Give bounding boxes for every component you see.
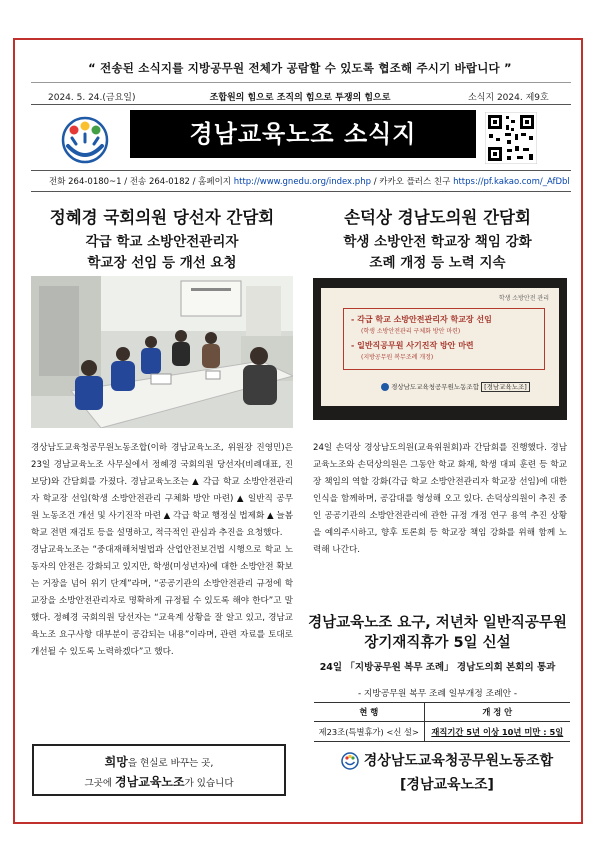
left-paragraph-1: 경상남도교육청공무원노동조합(이하 경남교육노조, 위원장 진영민)은 23일 경남교육노조 사무실에서 정혜경 국회의원 당선자(비례대표, 진보당)와 간담회를 가졌다. 경남교육노조는 ▲ 각급 학교 소방안전관리자 학교장 선임(학생 소방안전관리 구체화 방안 마련) ▲ 일반직 공무원 노동조건 개선 및 사기진작 마련 ▲ 각급 학교 행정실 법제화 ▲ 늘봄학교 전면 재검토 등을 설명하고, 적극적인 관심과 추진을 요청했다. (31, 443, 293, 538)
kakao-link[interactable]: https://pf.kakao.com/_AfDbl (453, 177, 570, 187)
right-headline: 손덕상 경남도의원 간담회 (344, 208, 531, 227)
table-header: 개 정 안 (424, 703, 570, 722)
header-slogan: “ 전송된 소식지를 지방공무원 전체가 공람할 수 있도록 협조해 주시기 바랍니다 ” (88, 61, 512, 75)
table-cell: 제23조(특별휴가) <신 설> (314, 722, 424, 742)
sign-item-2-note: (지방공무원 복무조례 개정) (361, 354, 434, 361)
sign-item-1: - 각급 학교 소방안전관리자 학교장 선임 (351, 315, 492, 324)
meeting-photo-left (31, 276, 293, 428)
issue-date: 2024. 5. 24.(금요일) (48, 93, 136, 103)
table-cell: 재직기간 5년 이상 10년 미만 : 5일 (424, 722, 570, 742)
sign-footer (381, 382, 530, 391)
left-paragraph-2: 경남교육노조는 “중대재해처벌법과 산업안전보건법 시행으로 학교 노동자의 안전은 강화되고 있지만, 학생(미성년자)에 대한 소방안전 확보는 거장을 넘어 위기 단계”라며, “공공기관의 소방안전관리 규정에 학교장을 소방안전관리자로 명확하게 규정될 수 있도록 해야 한다”고 말했다. 정혜경 국회의원 당선자는 “교육계 상황을 잘 알고 있고, 경남교육노조 요구사항 대부분이 공감되는 내용”이라며, 관련 자료를 토대로 개선될 수 있도록 노력하겠다”고 했다. (31, 545, 293, 657)
footer-slogan-box (32, 744, 286, 796)
logo-icon (381, 383, 389, 391)
leave-subhead: 24일 「지방공무원 복무 조례」 경남도의회 본회의 통과 (319, 662, 556, 673)
table-title: - 지방공무원 복무 조례 일부개정 조례안 - (357, 689, 518, 699)
table-header-row (314, 703, 570, 722)
left-headline: 정혜경 국회의원 당선자 간담회 (49, 208, 275, 227)
newsletter-title: 경남교육노조 소식지 (130, 110, 476, 158)
left-subhead-2: 학교장 선임 등 개선 요청 (87, 255, 237, 271)
slogan-union: 경남교육노조 (115, 775, 185, 789)
union-name-line (332, 750, 562, 770)
sign-small-title: 학생 소방안전 관리 (498, 295, 549, 302)
homepage-link[interactable]: http://www.gnedu.org/index.php (233, 177, 371, 187)
right-article-body (313, 440, 567, 559)
slogan-line-2 (34, 773, 284, 793)
leave-headline-1: 경남교육노조 요구, 저년차 일반직공무원 (308, 615, 567, 631)
kakao-label: / 카카오 플러스 친구 (373, 177, 451, 187)
sign-board (321, 288, 559, 406)
sign-footer-name: 경상남도교육청공무원노동조합 (391, 383, 479, 391)
motto: 조합원의 힘으로 조직의 힘으로 투쟁의 힘으로 (209, 93, 391, 103)
left-subhead-1: 각급 학교 소방안전관리자 (85, 234, 239, 250)
qr-code-icon[interactable] (485, 112, 537, 164)
leave-headline-2: 장기재직휴가 5일 신설 (364, 635, 511, 651)
union-signature (332, 750, 562, 794)
sign-item-2: - 일반직공무원 사기진작 방안 마련 (351, 341, 474, 350)
union-short-name: [경남교육노조] (400, 777, 494, 793)
left-article-body (31, 440, 293, 661)
union-logo-icon (341, 752, 359, 770)
table-row (314, 722, 570, 742)
slogan-rest: 을 현실로 바꾸는 곳, (127, 758, 214, 769)
contact-phone: 전화 264-0180~1 / 전송 264-0182 / 홈페이지 (49, 177, 232, 187)
slogan-pre: 그곳에 (84, 778, 113, 789)
amendment-table (314, 702, 570, 742)
right-paragraph: 24일 손덕상 경상남도의원(교육위원회)과 간담회를 진행했다. 경남교육노조와 손덕상의원은 그동안 학교 화재, 학생 대피 훈련 등 학교장 책임의 역할 강화(각급 학교 소방안전관리자 학교장 선임)에 대한 인식을 함께하며, 공감대를 형성해 오고 있다. 손덕상의원이 추진 중인 공공기관의 소방안전관리에 관한 규정 개정 연구 용역 추진 상황을 예의주시하고, 향후 토론회 등 학교장 책임 강화를 위해 함께 노력해 나간다. (313, 443, 567, 555)
slogan-bold: 희망 (104, 755, 128, 769)
divider (31, 104, 571, 105)
table-header: 현 행 (314, 703, 424, 722)
issue-number: 소식지 2024. 제9호 (468, 93, 549, 103)
union-name: 경상남도교육청공무원노동조합 (363, 753, 554, 769)
right-subhead-1: 학생 소방안전 학교장 책임 강화 (343, 234, 532, 250)
divider (31, 82, 571, 83)
meeting-photo-right (313, 278, 567, 420)
sign-footer-tag: [경남교육노조] (481, 382, 530, 392)
union-logo (50, 112, 120, 174)
slogan-line-1 (34, 753, 284, 773)
slogan-post: 가 있습니다 (184, 778, 234, 789)
right-subhead-2: 조례 개정 등 노력 지속 (369, 255, 506, 271)
contact-bar (31, 170, 571, 192)
sign-item-1-note: (학생 소방안전관리 구체화 방안 마련) (361, 328, 461, 335)
